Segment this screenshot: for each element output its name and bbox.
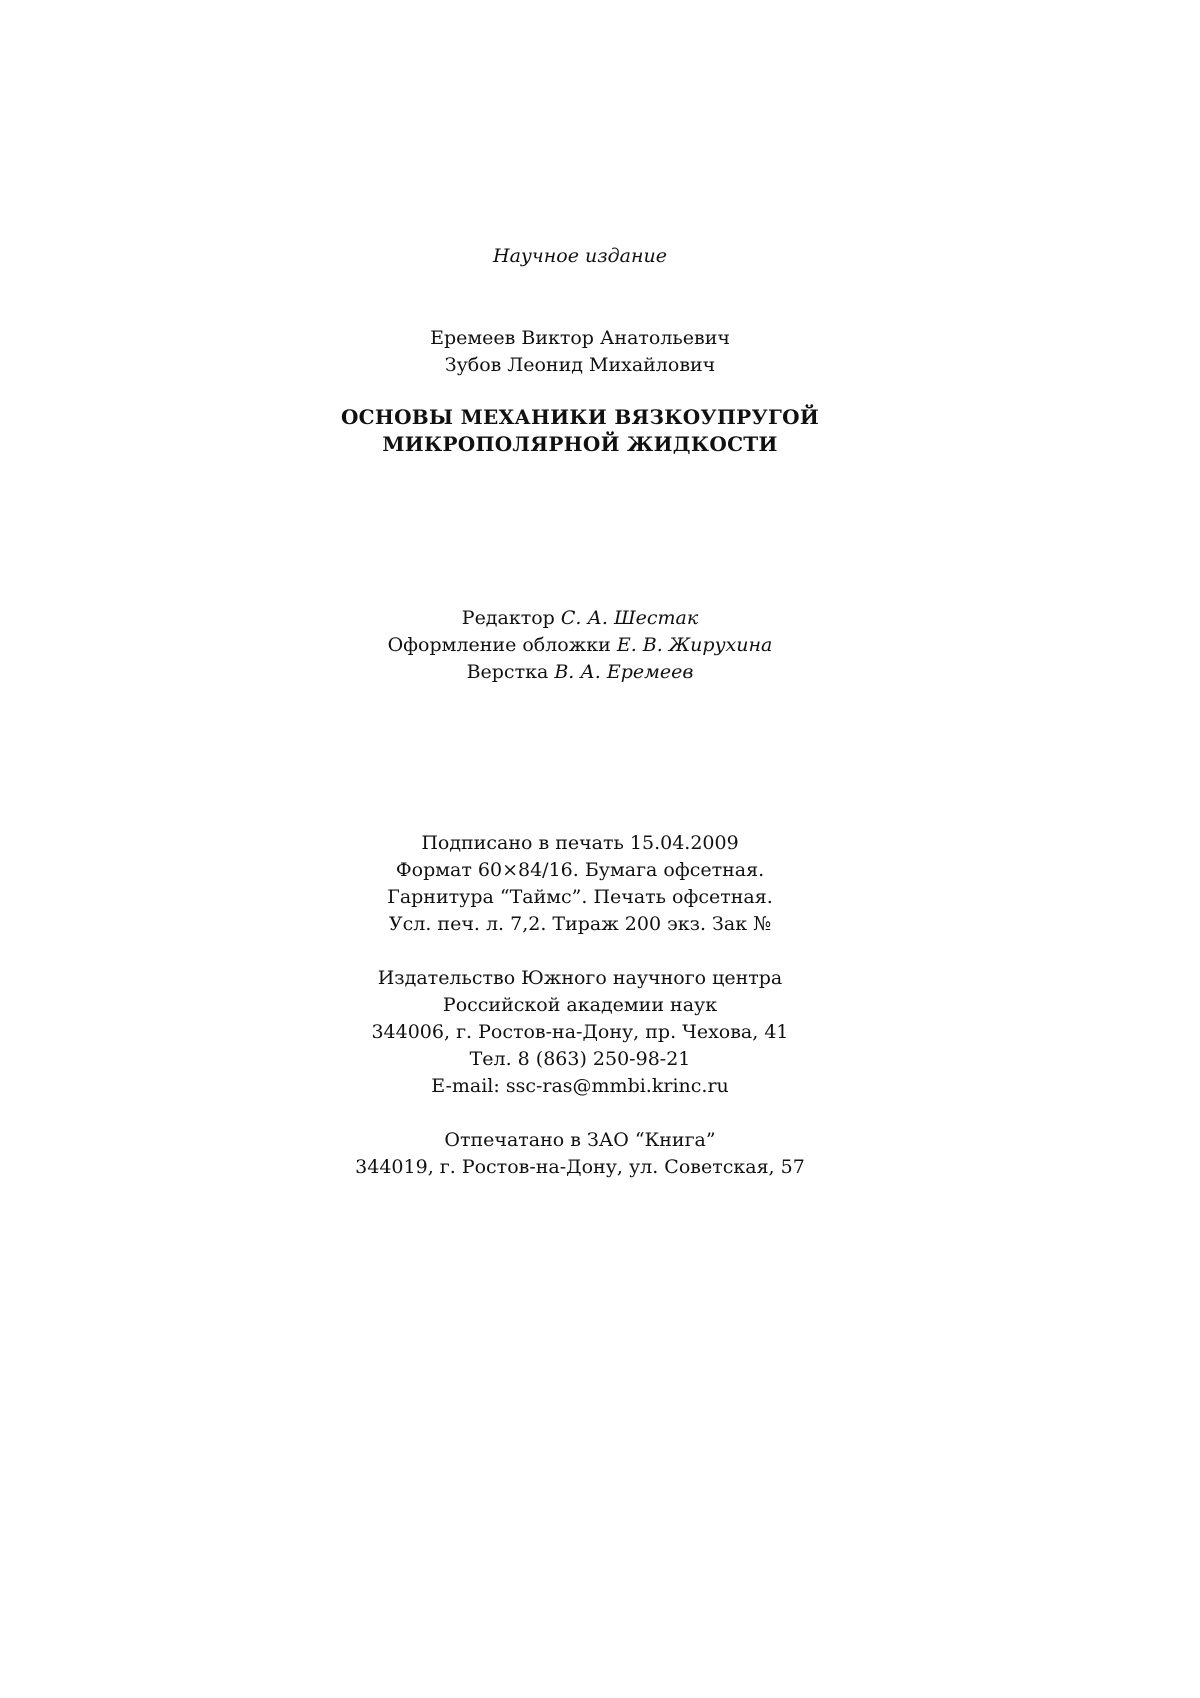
credit-cover-design-name: Е. В. Жирухина (616, 634, 773, 656)
author-1: Еремеев Виктор Анатольевич (430, 327, 730, 349)
printer-line: Отпечатано в ЗАО “Книга” (444, 1129, 716, 1151)
credit-cover-design (0, 632, 1160, 658)
publisher-address: 344006, г. Ростов-на-Дону, пр. Чехова, 41 (371, 1021, 789, 1043)
book-title-line-2: МИКРОПОЛЯРНОЙ ЖИДКОСТИ (382, 432, 778, 456)
credit-layout-name: В. А. Еремеев (554, 661, 694, 683)
printing-info-line: Гарнитура “Таймс”. Печать офсетная. (387, 886, 773, 908)
printing-info-line: Подписано в печать 15.04.2009 (421, 832, 739, 854)
author-2: Зубов Леонид Михайлович (444, 354, 716, 376)
book-title-line-1: ОСНОВЫ МЕХАНИКИ ВЯЗКОУПРУГОЙ (340, 405, 820, 429)
printing-info-line: Формат 60×84/16. Бумага офсетная. (395, 859, 765, 881)
credit-editor-role: Редактор (461, 607, 555, 629)
publisher-line: Российской академии наук (442, 994, 718, 1016)
publisher-email: E-mail: ssc-ras@mmbi.krinc.ru (431, 1075, 729, 1097)
credit-layout-role: Верстка (466, 661, 549, 683)
credit-editor (0, 605, 1160, 631)
publisher-phone: Тел. 8 (863) 250-98-21 (469, 1048, 691, 1070)
edition-type: Научное издание (493, 245, 667, 267)
printer-address: 344019, г. Ростов-на-Дону, ул. Советская, 57 (355, 1156, 805, 1178)
credit-layout (0, 659, 1160, 685)
printing-info-line: Усл. печ. л. 7,2. Тираж 200 экз. Зак № (388, 913, 772, 935)
credit-cover-design-role: Оформление обложки (387, 634, 611, 656)
publisher-line: Издательство Южного научного центра (377, 967, 783, 989)
credit-editor-name: С. А. Шестак (560, 607, 699, 629)
